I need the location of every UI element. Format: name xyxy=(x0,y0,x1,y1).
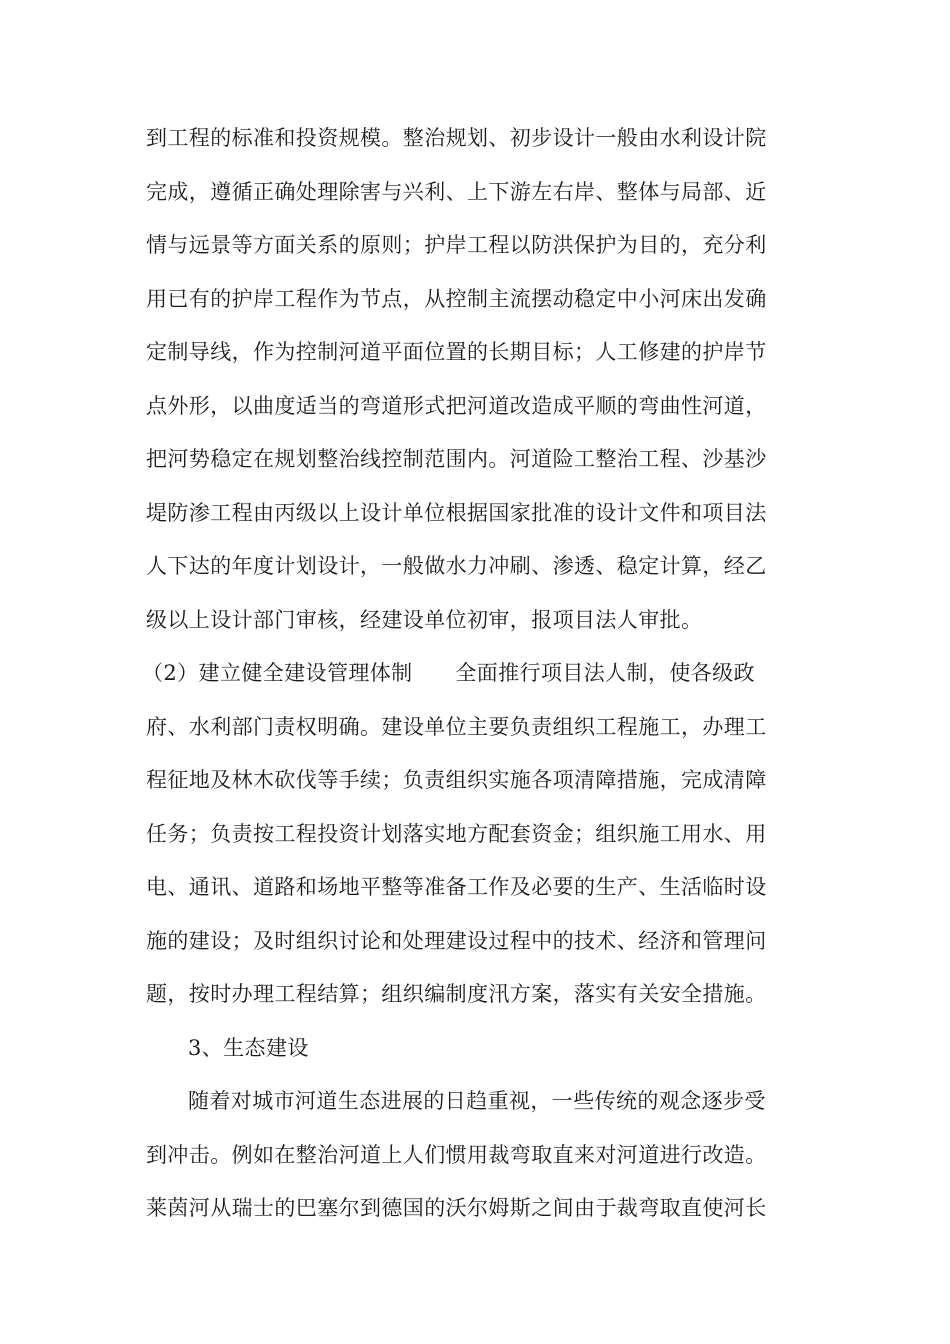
text-line: 堤防渗工程由丙级以上设计单位根据国家批准的设计文件和项目法 xyxy=(146,500,767,525)
text-line: 到工程的标准和投资规模。整治规划、初步设计一般由水利设计院 xyxy=(146,126,767,150)
text-line: 情与远景等方面关系的原则；护岸工程以防洪保护为目的，充分利 xyxy=(146,233,767,257)
section-heading: 3、生态建设 xyxy=(188,1035,309,1060)
text-line: 完成，遵循正确处理除害与兴利、上下游左右岸、整体与局部、近 xyxy=(146,179,767,204)
text-line: 程征地及林木砍伐等手续；负责组织实施各项清障措施，完成清障 xyxy=(146,768,767,792)
text-line: 电、通讯、道路和场地平整等准备工作及必要的生产、生活临时设 xyxy=(146,875,767,899)
text-line: 府、水利部门责权明确。建设单位主要负责组织工程施工，办理工 xyxy=(146,714,767,739)
text-line: 莱茵河从瑞士的巴塞尔到德国的沃尔姆斯之间由于裁弯取直使河长 xyxy=(146,1196,767,1220)
text-line: 点外形，以曲度适当的弯道形式把河道改造成平顺的弯曲性河道， xyxy=(146,393,767,418)
text-line: 定制导线，作为控制河道平面位置的长期目标；人工修建的护岸节 xyxy=(146,340,767,364)
text-line: 施的建设；及时组织讨论和处理建设过程中的技术、经济和管理问 xyxy=(146,928,767,953)
section-heading-line: （2）建立健全建设管理体制 全面推行项目法人制，使各级政 xyxy=(142,661,755,685)
text-line: 级以上设计部门审核，经建设单位初审，报项目法人审批。 xyxy=(146,607,703,632)
text-line: 把河势稳定在规划整治线控制范围内。河道险工整治工程、沙基沙 xyxy=(146,447,767,471)
document-body xyxy=(142,112,806,1236)
text-line: 题，按时办理工程结算；组织编制度汛方案，落实有关安全措施。 xyxy=(146,982,767,1006)
paragraph-first-line: 随着对城市河道生态进展的日趋重视，一些传统的观念逐步受 xyxy=(188,1089,766,1113)
text-line: 到冲击。例如在整治河道上人们惯用裁弯取直来对河道进行改造。 xyxy=(146,1142,767,1167)
text-line: 人下达的年度计划设计，一般做水力冲刷、渗透、稳定计算，经乙 xyxy=(146,554,767,578)
text-line: 用已有的护岸工程作为节点，从控制主流摆动稳定中小河床出发确 xyxy=(146,286,767,311)
text-line: 任务；负责按工程投资计划落实地方配套资金；组织施工用水、用 xyxy=(146,821,767,846)
